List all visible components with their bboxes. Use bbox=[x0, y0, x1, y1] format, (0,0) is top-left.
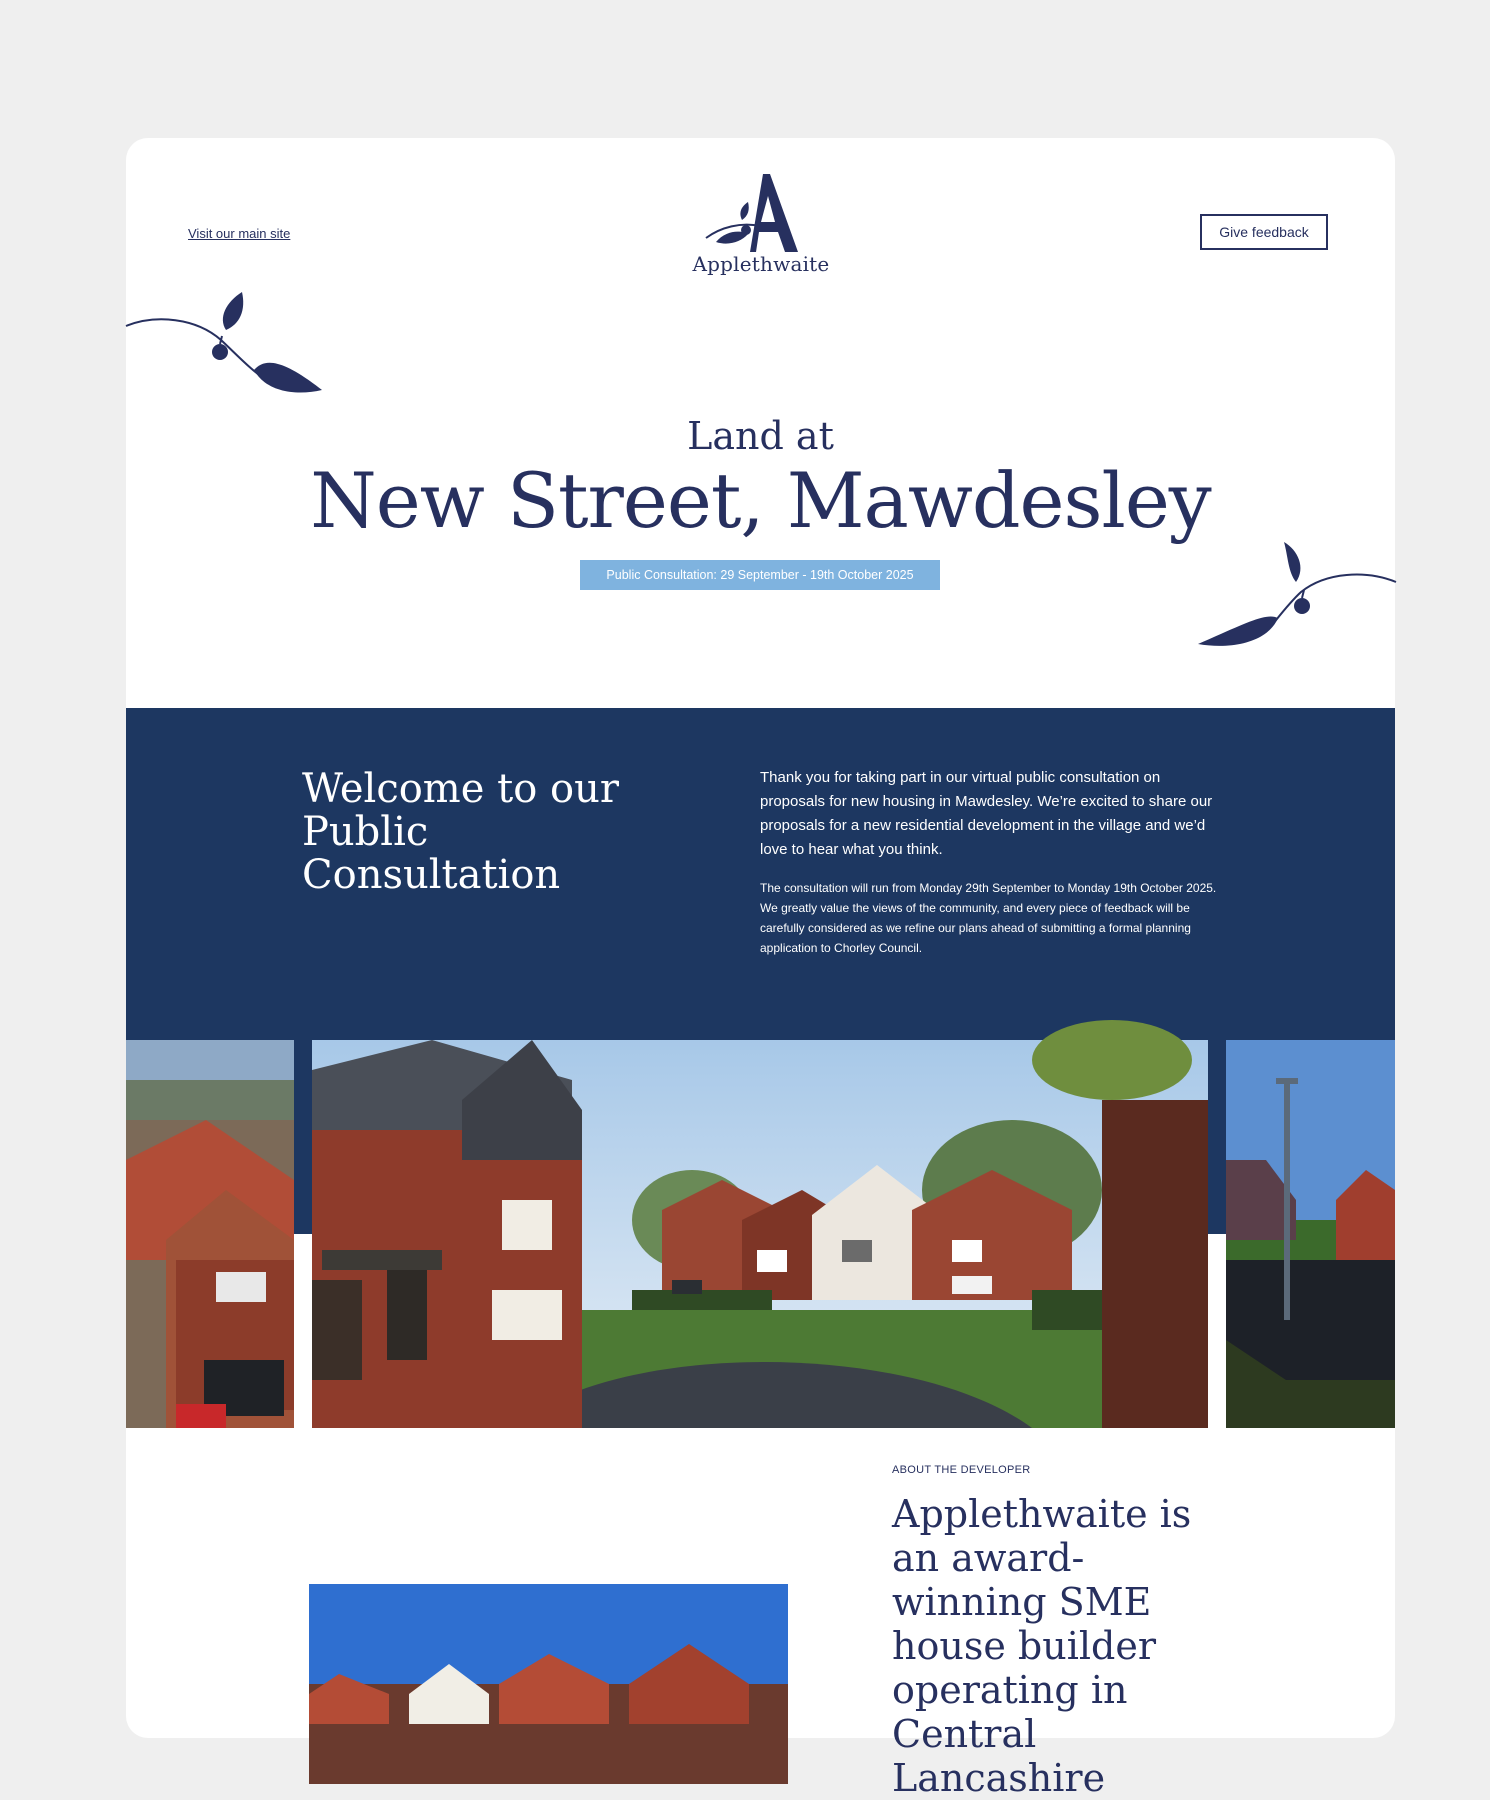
about-eyebrow: ABOUT THE DEVELOPER bbox=[892, 1464, 1031, 1476]
give-feedback-button[interactable]: Give feedback bbox=[1200, 214, 1328, 250]
page-card bbox=[126, 138, 1395, 1800]
decorative-vine-right-icon bbox=[1196, 542, 1396, 662]
page-title: New Street, Mawdesley bbox=[310, 456, 1211, 545]
applethwaite-logo[interactable] bbox=[686, 172, 836, 284]
consultation-dates-badge: Public Consultation: 29 September - 19th October 2025 bbox=[580, 560, 940, 590]
decorative-vine-left-icon bbox=[126, 290, 326, 410]
gallery-image-left[interactable] bbox=[126, 1040, 294, 1428]
logo-wordmark: Applethwaite bbox=[692, 252, 830, 276]
about-heading: Applethwaite is an award-winning SME house builder operating in Central Lancashire bbox=[892, 1492, 1192, 1800]
logo-apple-a-icon bbox=[686, 172, 836, 256]
welcome-body-paragraph: The consultation will run from Monday 29th September to Monday 19th October 2025. We greatly value the views of the community, and every piece of feedback will be carefully considered as we refine our plans ahead of submitting a formal planning application to Chorley Council. bbox=[760, 881, 1217, 955]
welcome-heading: Welcome to our Public Consultation bbox=[302, 766, 619, 898]
welcome-section bbox=[126, 708, 1395, 1040]
gallery-image-right[interactable] bbox=[1226, 1040, 1395, 1428]
image-gallery bbox=[126, 1040, 1395, 1428]
hero-subtitle: Land at bbox=[687, 414, 834, 458]
welcome-lead-paragraph: Thank you for taking part in our virtual public consultation on proposals for new housing in Mawdesley. We’re excited to share our proposals for a new residential development in the village and we’d love to hear what you think. bbox=[760, 769, 1213, 858]
about-image[interactable] bbox=[309, 1584, 788, 1784]
gallery-image-main[interactable] bbox=[312, 1040, 1208, 1428]
visit-main-site-link[interactable]: Visit our main site bbox=[188, 226, 291, 241]
